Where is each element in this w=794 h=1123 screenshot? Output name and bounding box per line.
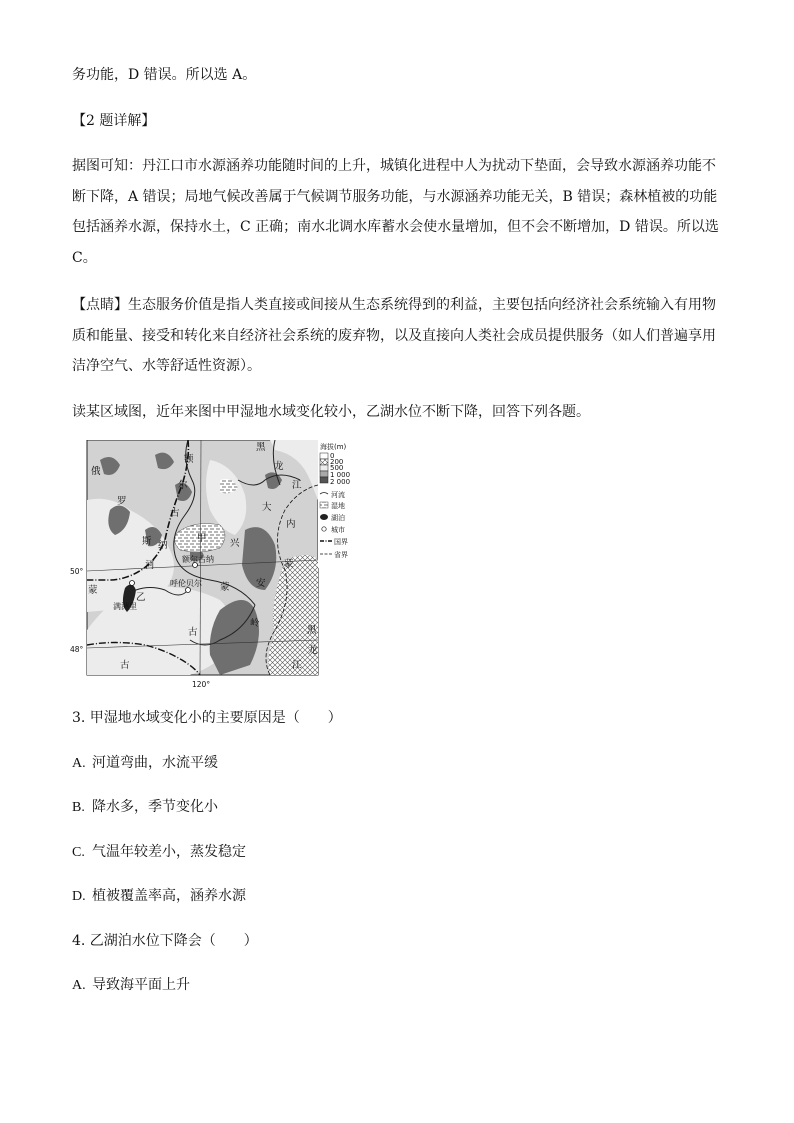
label-meng-left: 蒙 xyxy=(88,585,98,596)
label-luo: 罗 xyxy=(117,496,127,507)
q3-option-d[interactable] xyxy=(72,886,246,907)
option-text: 气温年较差小，蒸发稳定 xyxy=(92,844,246,860)
label-jiang-1: 江 xyxy=(292,480,302,491)
label-eerguna-city: 额尔古纳 xyxy=(182,555,214,564)
legend-wetland-label: 湿地 xyxy=(331,502,345,510)
q4-stem: 4. 乙湖泊水位下降会（ ） xyxy=(72,933,258,949)
label-e: 俄 xyxy=(91,466,101,477)
dianjing-note xyxy=(72,290,722,382)
city-marker-hulunbeier xyxy=(186,588,191,593)
legend-national-border-label: 国界 xyxy=(334,538,348,546)
option-text: 河道弯曲，水流平缓 xyxy=(92,755,218,771)
text-line: 务功能，D 错误。所以选 A。 xyxy=(72,67,257,83)
option-letter: A. xyxy=(72,756,86,771)
legend-lake-icon xyxy=(320,514,328,520)
q3-option-b[interactable] xyxy=(72,797,218,818)
label-er: 尔 xyxy=(178,480,188,491)
text-line: 读某区域图，近年来图中甲湿地水域变化较小，乙湖水位不断下降，回答下列各题。 xyxy=(72,404,590,420)
lat-label-48: 48° xyxy=(70,645,84,654)
text-line: 【点睛】生态服务价值是指人类直接或间接从生态系统得到的利益，主要包括向经济社会系统输入有用物 xyxy=(72,297,716,313)
legend-level-500: 500 xyxy=(330,464,344,472)
legend-title: 海拔(m) xyxy=(320,443,347,451)
label-na: 纳 xyxy=(158,540,168,551)
option-letter: B. xyxy=(72,800,85,815)
legend-swatch-1000 xyxy=(320,471,328,477)
label-da: 大 xyxy=(262,502,272,513)
label-gu-nm: 古 xyxy=(188,627,198,638)
previous-answer-tail xyxy=(72,60,722,91)
label-long-2: 龙 xyxy=(308,645,318,656)
legend-province-border-label: 省界 xyxy=(334,551,348,559)
q2-header xyxy=(72,106,722,137)
label-jia: 甲 xyxy=(197,533,207,544)
text-line: 洁净空气、水等舒适性资源）。 xyxy=(72,358,261,374)
q3-option-c[interactable] xyxy=(72,842,246,863)
lon-label-120: 120° xyxy=(192,680,211,689)
label-long-1: 龙 xyxy=(274,461,284,472)
text-line: C。 xyxy=(72,249,97,266)
lat-label-50: 50° xyxy=(70,567,84,576)
label-si: 斯 xyxy=(142,536,152,547)
legend-city-icon xyxy=(322,527,326,531)
reading-prompt xyxy=(72,397,722,428)
option-letter: D. xyxy=(72,889,86,904)
label-nei: 内 xyxy=(286,519,296,530)
option-letter: A. xyxy=(72,978,86,993)
label-hulunbeier-city: 呼伦贝尔 xyxy=(170,579,202,588)
label-meng-mn: 蒙 xyxy=(220,582,230,593)
text-line: 包括涵养水源，保持水土，C 正确；南水北调水库蓄水会使水量增加，但不会不断增加，D 错误。所以选 xyxy=(72,219,719,235)
label-an: 安 xyxy=(256,578,266,589)
legend-swatch-2000 xyxy=(320,477,328,483)
q2-explanation xyxy=(72,151,722,273)
legend-lake-label: 湖泊 xyxy=(331,514,345,522)
label-gu-mn: 古 xyxy=(120,660,130,671)
legend-swatch-0 xyxy=(320,453,328,459)
q3-option-a[interactable] xyxy=(72,753,218,774)
q4-option-a[interactable] xyxy=(72,975,190,996)
legend-level-1000: 1 000 xyxy=(330,471,351,479)
q3-stem: 3. 甲湿地水域变化小的主要原因是（ ） xyxy=(72,710,342,726)
label-e-er: 额 xyxy=(184,454,194,465)
label-meng-nm: 蒙 xyxy=(284,559,294,570)
label-jiang-2: 江 xyxy=(292,660,302,671)
label-yi: 乙 xyxy=(136,592,146,603)
section-heading: 【2 题详解】 xyxy=(72,113,156,129)
option-letter: C. xyxy=(72,845,85,860)
legend-swatch-500 xyxy=(320,465,328,471)
option-text: 导致海平面上升 xyxy=(92,977,190,993)
city-marker-manzhouli xyxy=(130,581,135,586)
map-legend xyxy=(318,440,370,568)
text-line: 断下降，A 错误；局地气候改善属于气候调节服务功能，与水源涵养功能无关，B 错误；森林植被的功能 xyxy=(72,188,718,205)
legend-level-200: 200 xyxy=(330,458,344,466)
label-he-1: 河 xyxy=(145,560,155,571)
legend-level-0: 0 xyxy=(330,452,335,460)
legend-city-label: 城市 xyxy=(331,526,345,534)
option-text: 降水多，季节变化小 xyxy=(92,799,218,815)
option-text: 植被覆盖率高，涵养水源 xyxy=(92,888,246,904)
legend-swatch-200 xyxy=(320,459,328,465)
legend-river-label: 河流 xyxy=(331,491,345,499)
label-gu: 古 xyxy=(170,508,180,519)
label-hei-1: 黑 xyxy=(256,442,266,453)
label-ling: 岭 xyxy=(250,618,260,629)
region-map xyxy=(70,440,370,690)
label-manzhouli-city: 满洲里 xyxy=(113,602,137,611)
text-line: 质和能量、接受和转化来自经济社会系统的废弃物，以及直接向人类社会成员提供服务（如人们普遍享用 xyxy=(72,327,716,344)
text-line: 据图可知：丹江口市水源涵养功能随时间的上升，城镇化进程中人为扰动下垫面，会导致水源涵养功能不 xyxy=(72,158,716,174)
legend-wetland-icon xyxy=(320,502,328,508)
label-hei-2: 黑 xyxy=(307,625,317,636)
legend-level-2000: 2 000 xyxy=(330,478,351,486)
label-xing: 兴 xyxy=(230,538,240,549)
